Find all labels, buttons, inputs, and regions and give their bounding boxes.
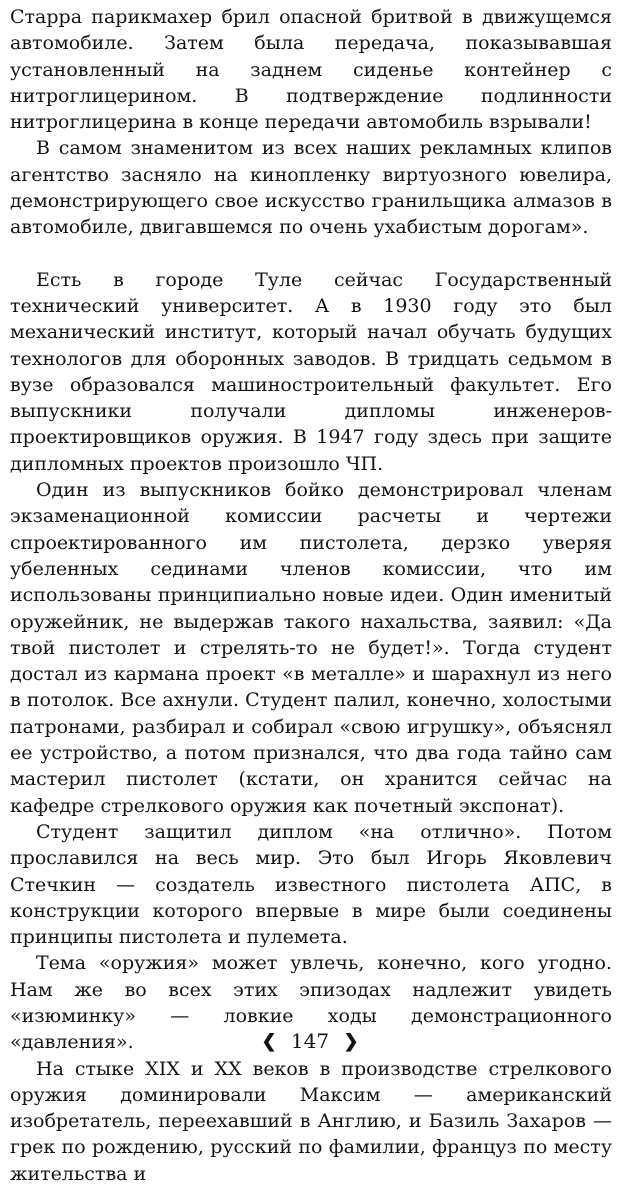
- section-gap: [10, 241, 612, 267]
- paragraph-2: В самом знаменитом из всех наших рекламных клипов агентство засняло на кинопленку виртуозного ювелира, демонстрирующего свое искусство гранильщика алмазов в автомобиле, двигавшемся по очень ухабистым дорогам».: [10, 137, 612, 239]
- paragraph-7: На стыке XIX и XX веков в производстве стрелкового оружия доминировали Максим — американский изобретатель, переехавший в Англию, и Базиль Захаров — грек по рождению, русский по фамилии, француз по месту жительства и: [10, 1057, 612, 1185]
- page-number: 147: [290, 1029, 330, 1053]
- arrow-right-icon: ❯: [343, 1031, 359, 1052]
- arrow-left-icon: ❮: [261, 1031, 277, 1052]
- page-footer: [0, 1029, 620, 1054]
- paragraph-5: Студент защитил диплом «на отлично». Потом прославился на весь мир. Это был Игорь Яковлевич Стечкин — создатель известного пистолета АПС, в конструкции которого впервые в мире были соединены принципы пистолета и пулемета.: [10, 820, 612, 949]
- paragraph-1: Старра парикмахер брил опасной бритвой в движущемся автомобиле. Затем была передача, показывавшая установленный на заднем сиденье контейнер с нитроглицерином. В подтверждение подлинности нитроглицерина в конце передачи автомобиль взрывали!: [10, 6, 612, 134]
- paragraph-6: Тема «оружия» может увлечь, конечно, кого угодно. Нам же во всех этих эпизодах надлежит увидеть «изюминку» — ловкие ходы демонстрационного «давления».: [10, 952, 612, 1054]
- paragraph-4: Один из выпускников бойко демонстрировал членам экзаменационной комиссии расчеты и чертежи спроектированного им пистолета, дерзко уверяя убеленных сединами членов комиссии, что им использованы принципиально новые идеи. Один именитый оружейник, не выдержав такого нахальства, заявил: «Да твой пистолет и стрелять-то не будет!». Тогда студент достал из кармана проект «в металле» и шарахнул из него в потолок. Все ахнули. Студент палил, конечно, холостыми патронами, разбирал и собирал «свою игрушку», объяснял ее устройство, а потом признался, что два года тайно сам мастерил пистолет (кстати, он хранится сейчас на кафедре стрелкового оружия как почетный экспонат).: [10, 479, 612, 817]
- paragraph-3: Есть в городе Туле сейчас Государственный технический университет. А в 1930 году это был механический институт, который начал обучать будущих технологов для оборонных заводов. В тридцать седьмом в вузе образовался машиностроительный факультет. Его выпускники получали дипломы инженеров-проектировщиков оружия. В 1947 году здесь при защите дипломных проектов произошло ЧП.: [10, 268, 612, 475]
